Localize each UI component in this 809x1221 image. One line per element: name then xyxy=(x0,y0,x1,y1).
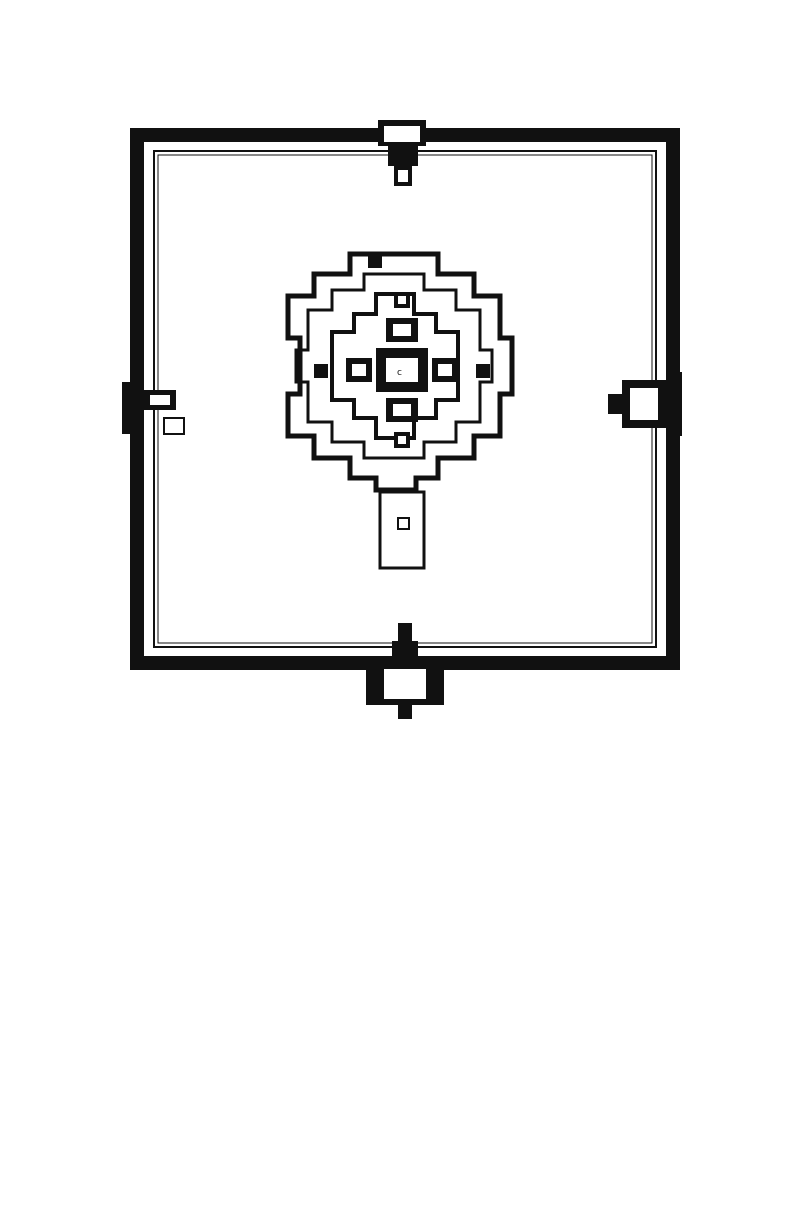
somapura-plan-figure xyxy=(118,118,692,728)
figure-caption xyxy=(118,751,124,768)
central-cruciform-stupa xyxy=(288,254,512,490)
somapura-plan-drawing xyxy=(118,118,692,728)
east-gate xyxy=(608,372,682,436)
north-gate xyxy=(378,120,426,186)
stupa-entrance-ramp xyxy=(380,492,424,568)
south-gate xyxy=(366,623,444,719)
svg-text:c: c xyxy=(397,368,402,378)
running-head xyxy=(0,60,809,76)
